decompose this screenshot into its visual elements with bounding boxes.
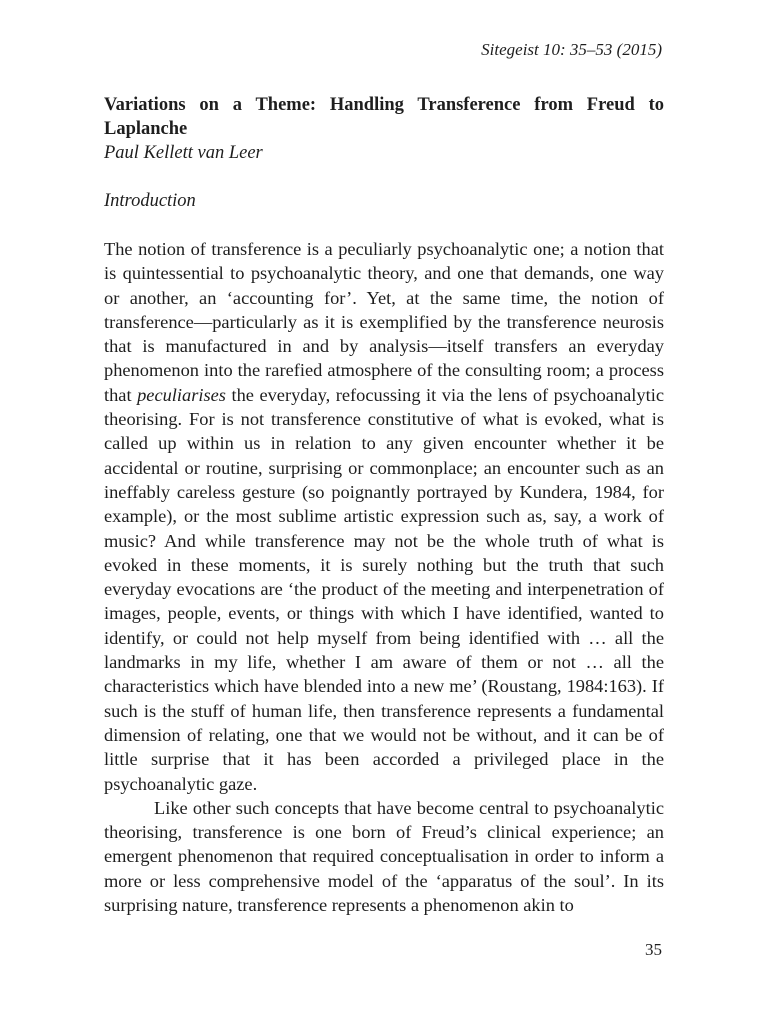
page-number: 35 bbox=[645, 940, 662, 959]
body-paragraph: Like other such concepts that have become central to psychoanalytic theorising, transference is one born of Freud’s clinical experience; an emergent phenomenon that required conceptualisation in order to inform a more or less comprehensive model of the ‘apparatus of the soul’. In its surprising nature, transference represents a phenomenon akin to bbox=[104, 797, 664, 916]
running-head: Sitegeist 10: 35–53 (2015) bbox=[481, 40, 662, 59]
paragraph-text: the everyday, refocussing it via the lens of psychoanalytic theorising. For is not transference constitutive of what is evoked, what is called up within us in relation to any given encounter whether it be accidental or routine, surprising or commonplace; an encounter such as an ineffably careless gesture (so poignantly portrayed by Kundera, 1984, for example), or the most sublime artistic expression such as, say, a work of music? And while transference may not be the whole truth of what is evoked in these moments, it is surely nothing but the truth that such everyday evocations are ‘the product of the meeting and interpenetration of images, people, events, or things with which I have identified, wanted to identify, or could not help myself from being identified with … all the landmarks in my life, whether I am aware of them or not … all the characteristics which have blended into a new me’ (Roustang, 1984:163). If such is the stuff of human life, then transference represents a fundamental dimension of relating, one that we would not be without, and it can be of little surprise that it has been accorded a privileged place in the psychoanalytic gaze. bbox=[104, 384, 664, 794]
section-heading: Introduction bbox=[104, 191, 196, 211]
article-title: Variations on a Theme: Handling Transference from Freud to Laplanche bbox=[104, 95, 664, 139]
body-paragraph bbox=[104, 237, 664, 796]
paragraph-text: The notion of transference is a peculiarly psychoanalytic one; a notion that is quintessential to psychoanalytic theory, and one that demands, one way or another, an ‘accounting for’. Yet, at the same time, the notion of transference—particularly as it is exemplified by the transference neurosis that is manufactured in and by analysis—itself transfers an everyday phenomenon into the rarefied atmosphere of the consulting room; a process that bbox=[104, 239, 664, 405]
author-name: Paul Kellett van Leer bbox=[104, 143, 263, 163]
article-content bbox=[104, 93, 664, 917]
emphasis-text: peculiarises bbox=[137, 384, 226, 405]
